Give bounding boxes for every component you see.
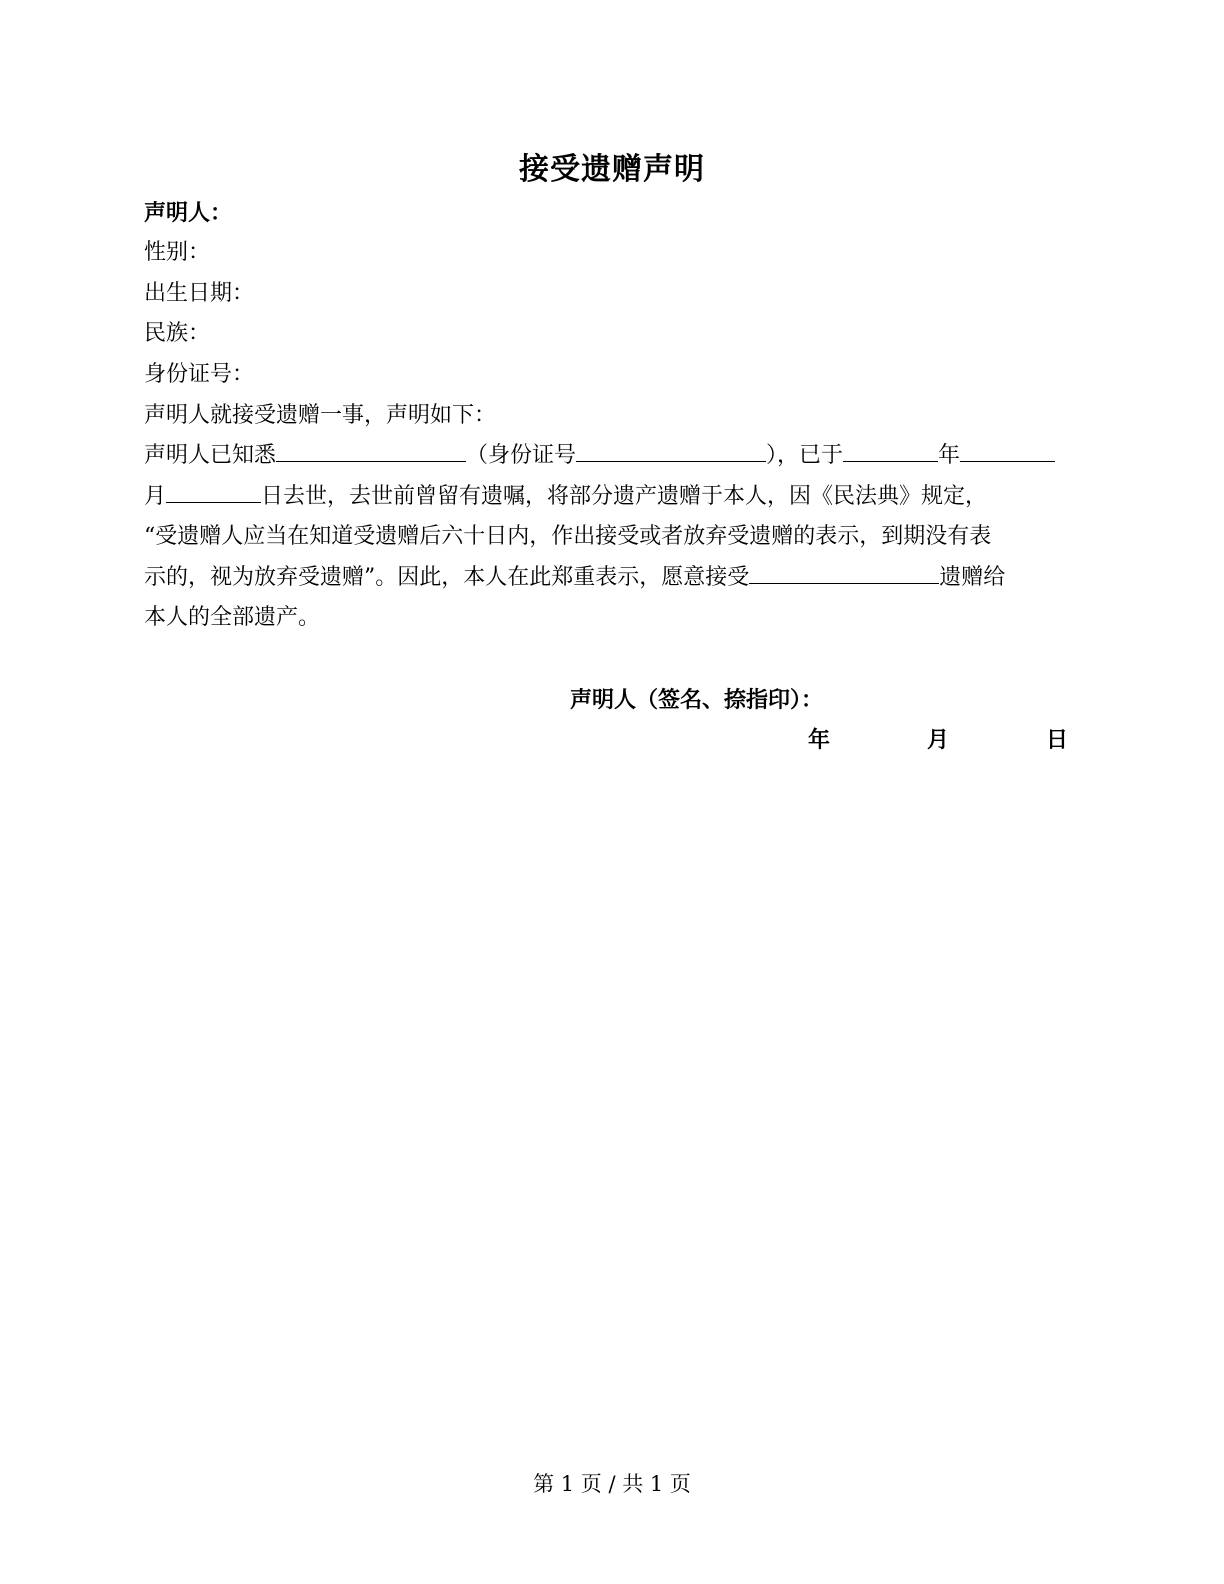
body-line-3: “受遗赠人应当在知道受遗赠后六十日内，作出接受或者放弃受遗赠的表示，到期没有表 <box>144 524 992 549</box>
testator-name-blank-2[interactable] <box>749 563 939 584</box>
body-line-1 <box>144 440 1055 472</box>
signature-year: 年 <box>808 728 831 753</box>
body-text: 遗赠给 <box>939 565 1006 590</box>
testator-name-blank[interactable] <box>276 441 466 462</box>
body-text: （身份证号 <box>466 443 577 468</box>
death-year-blank[interactable] <box>843 441 938 462</box>
body-text: ），已于 <box>766 443 844 468</box>
body-line-4 <box>144 562 1005 594</box>
body-text: 声明人已知悉 <box>144 443 277 468</box>
body-text: 年 <box>938 443 961 468</box>
page-footer: 第 1 页 / 共 1 页 <box>533 1472 691 1496</box>
signature-label: 声明人（签名、捺指印）： <box>570 688 824 713</box>
id-number-label: 身份证号： <box>144 362 255 387</box>
gender-label: 性别： <box>144 240 211 265</box>
document-title: 接受遗赠声明 <box>519 152 705 187</box>
testator-id-blank[interactable] <box>576 441 766 462</box>
death-month-blank[interactable] <box>960 441 1055 462</box>
signature-month: 月 <box>927 728 950 753</box>
body-text: 月 <box>144 484 167 509</box>
intro-text: 声明人就接受遗赠一事，声明如下： <box>144 403 497 428</box>
body-line-5: 本人的全部遗产。 <box>144 605 321 630</box>
ethnicity-label: 民族： <box>144 321 211 346</box>
body-line-2 <box>144 481 987 513</box>
death-day-blank[interactable] <box>166 482 261 503</box>
body-text: 日去世，去世前曾留有遗嘱，将部分遗产遗赠于本人，因《民法典》规定， <box>261 484 988 509</box>
signature-day: 日 <box>1046 728 1069 753</box>
declarant-label: 声明人： <box>144 200 233 226</box>
body-text: 示的，视为放弃受遗赠”。因此，本人在此郑重表示，愿意接受 <box>144 565 750 590</box>
birth-date-label: 出生日期： <box>144 281 255 306</box>
